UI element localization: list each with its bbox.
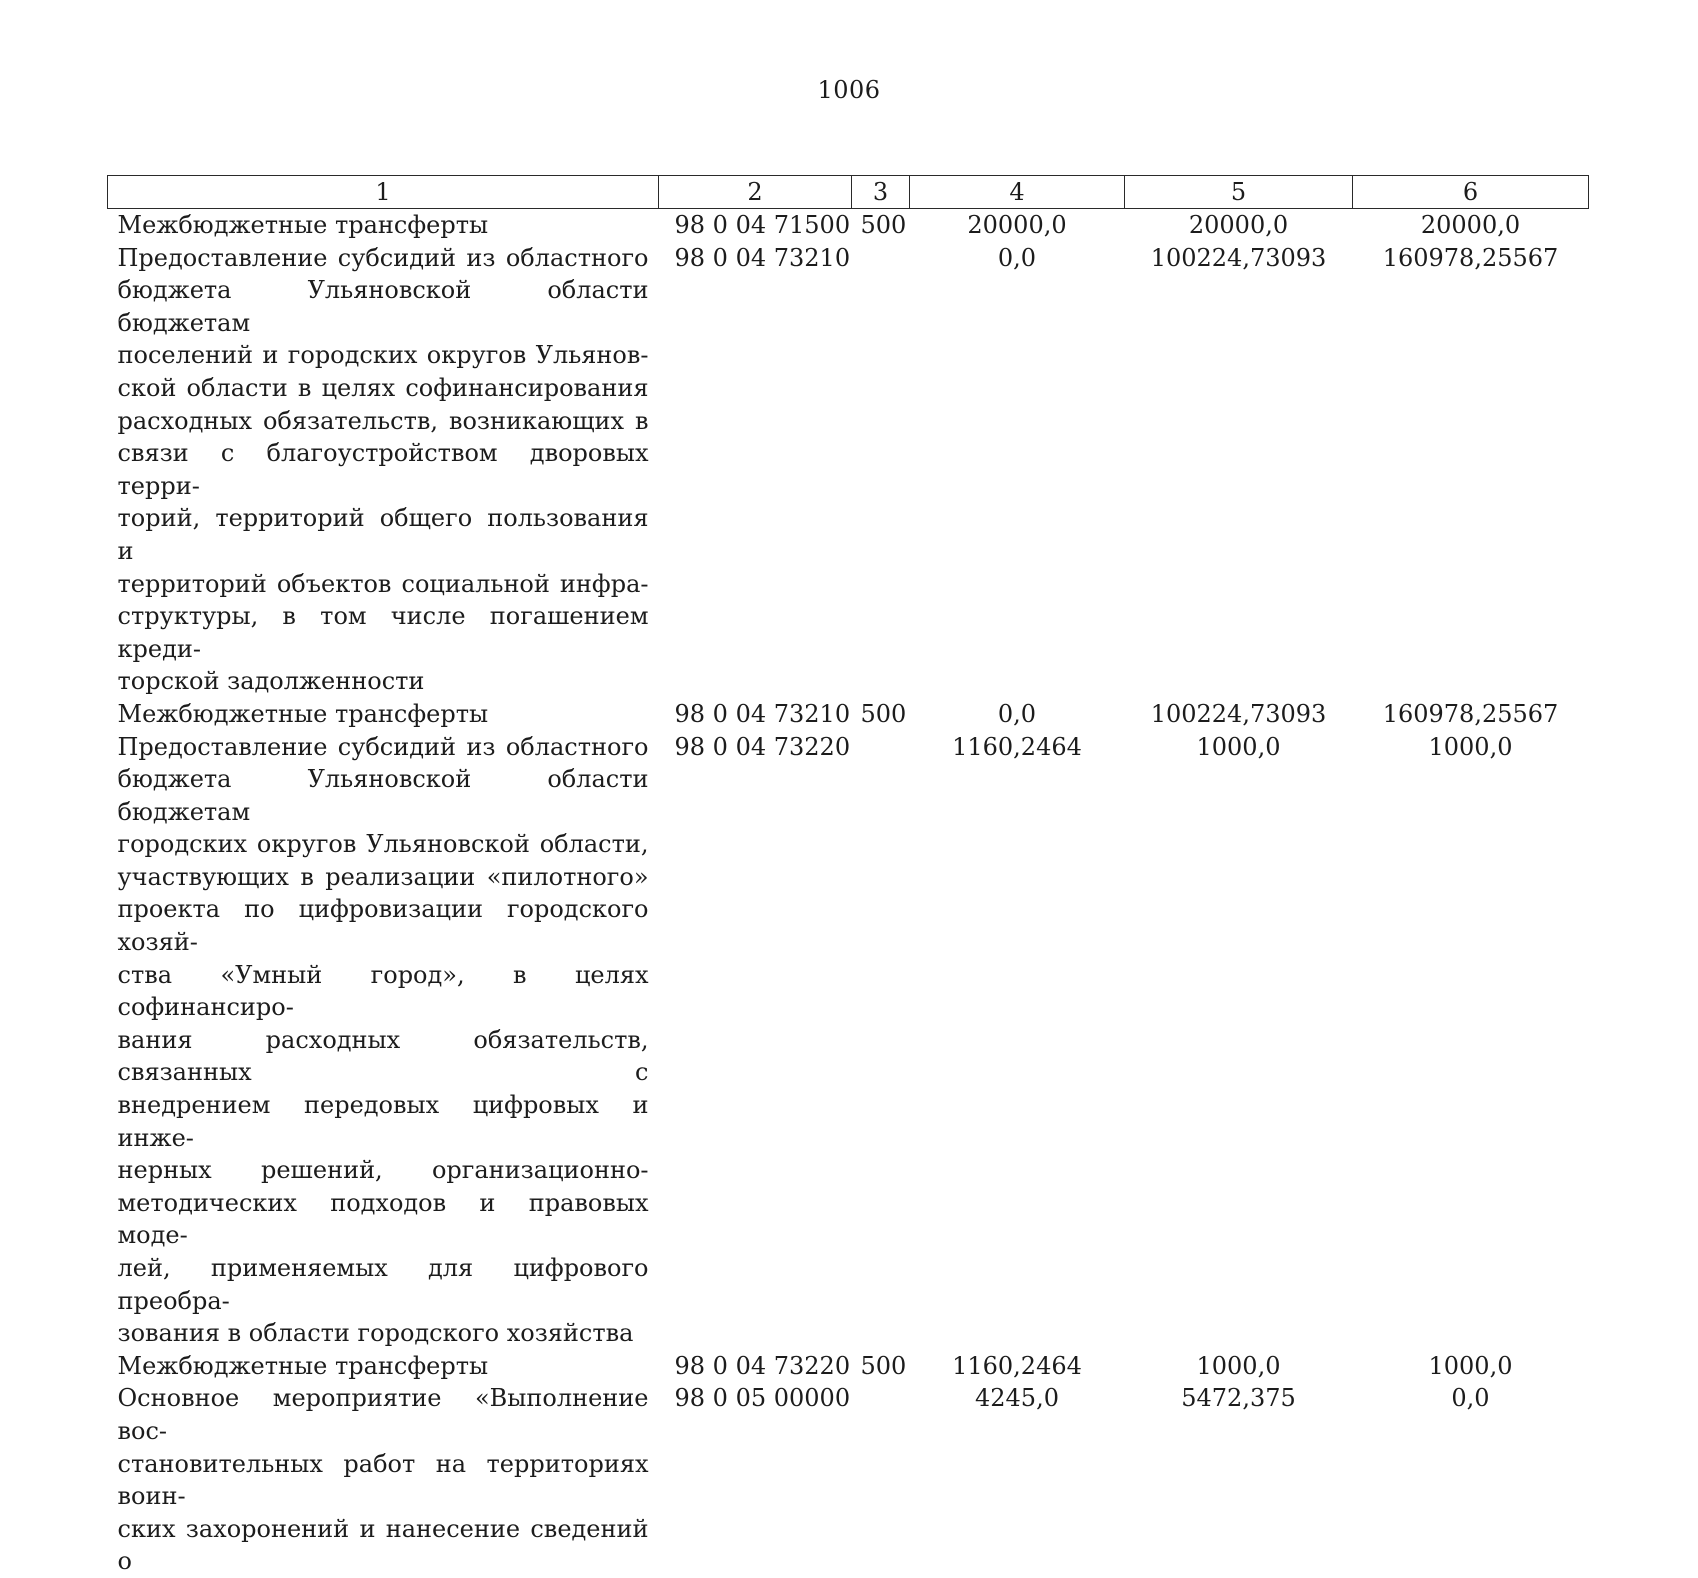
row-name-line: расходных обязательств, возникающих в <box>117 406 649 435</box>
row-name-cell <box>108 1382 659 1578</box>
row-name-line: становительных работ на территориях воин- <box>117 1449 649 1511</box>
row-value-col6: 1000,0 <box>1428 732 1513 761</box>
row-name-cell <box>108 209 659 242</box>
row-vr-cell <box>852 731 910 1350</box>
row-value-col5: 100224,73093 <box>1150 699 1327 728</box>
header-col-5: 5 <box>1125 176 1353 209</box>
row-value-col4: 20000,0 <box>967 211 1067 239</box>
row-name-line: ской области в целях софинансирования <box>117 373 649 402</box>
row-value-col5: 100224,73093 <box>1150 243 1327 272</box>
row-name-line: внедрением передовых цифровых и инже- <box>117 1091 649 1152</box>
row-name-line: вания расходных обязательств, связанных с <box>117 1025 649 1087</box>
table-body <box>108 209 1589 1578</box>
row-value-col4: 0,0 <box>997 699 1037 728</box>
row-name-line: Межбюджетные трансферты <box>117 211 489 239</box>
row-value-col6: 160978,25567 <box>1382 243 1559 272</box>
table-header <box>108 176 1589 209</box>
row-vr-cell <box>852 242 910 698</box>
row-name-line: территорий объектов социальной инфра- <box>117 569 649 598</box>
row-vr-cell: 500 <box>860 211 907 239</box>
row-value-col4: 4245,0 <box>975 1384 1059 1413</box>
row-value-col5: 5472,375 <box>1181 1384 1296 1413</box>
table-row <box>108 731 1589 1350</box>
row-value-col5: 1000,0 <box>1196 1351 1281 1380</box>
row-value-col6: 20000,0 <box>1420 211 1521 239</box>
row-value-col4: 1160,2464 <box>952 732 1082 761</box>
page-number: 1006 <box>817 76 881 104</box>
row-vr-cell: 500 <box>860 699 907 728</box>
row-name-cell <box>108 731 659 1350</box>
header-col-6: 6 <box>1353 176 1589 209</box>
row-name-cell <box>108 698 659 731</box>
header-col-2: 2 <box>659 176 852 209</box>
row-code-cell: 98 0 04 71500 <box>674 211 851 239</box>
row-name-line: поселений и городских округов Ульянов- <box>117 341 649 370</box>
header-col-1: 1 <box>108 176 659 209</box>
row-name-line: ства «Умный город», в целях софинансиро- <box>117 960 649 1022</box>
row-name-line: торской задолженности <box>117 667 425 696</box>
row-name-line: Предоставление субсидий из областного <box>117 243 649 272</box>
row-code-cell: 98 0 04 73220 <box>674 1351 851 1380</box>
table-row <box>108 698 1589 731</box>
row-name-cell <box>108 242 659 698</box>
row-value-col6: 1000,0 <box>1428 1351 1513 1380</box>
budget-table <box>107 175 1589 1578</box>
row-name-line: Основное мероприятие «Выполнение вос- <box>117 1384 649 1445</box>
row-value-col5: 20000,0 <box>1188 211 1289 239</box>
row-code-cell: 98 0 04 73210 <box>674 243 851 272</box>
row-name-line: городских округов Ульяновской области, <box>117 830 649 859</box>
row-name-line: нерных решений, организационно- <box>117 1156 649 1185</box>
row-vr-cell: 500 <box>860 1351 907 1380</box>
row-code-cell: 98 0 04 73220 <box>674 732 851 761</box>
row-name-line: участвующих в реализации «пилотного» <box>117 862 649 891</box>
row-name-line: Межбюджетные трансферты <box>117 699 489 728</box>
row-code-cell: 98 0 05 00000 <box>674 1384 851 1413</box>
row-name-line: проекта по цифровизации городского хозяй- <box>117 895 649 957</box>
row-name-line: бюджета Ульяновской области бюджетам <box>117 765 649 826</box>
table-row <box>108 209 1589 242</box>
row-name-line: методических подходов и правовых моде- <box>117 1188 649 1250</box>
table-row <box>108 1350 1589 1383</box>
row-value-col6: 160978,25567 <box>1382 699 1559 728</box>
row-name-line: Предоставление субсидий из областного <box>117 732 649 761</box>
row-value-col4: 1160,2464 <box>952 1351 1082 1380</box>
row-name-line: лей, применяемых для цифрового преобра- <box>117 1254 649 1315</box>
row-value-col6: 0,0 <box>1451 1384 1490 1413</box>
row-name-cell <box>108 1350 659 1383</box>
table-row <box>108 242 1589 698</box>
row-name-line: ских захоронений и нанесение сведений о <box>117 1514 649 1576</box>
row-name-line: структуры, в том числе погашением креди- <box>117 602 649 663</box>
row-name-line: зования в области городского хозяйства <box>117 1319 634 1348</box>
row-value-col4: 0,0 <box>997 243 1037 272</box>
row-name-line: торий, территорий общего пользования и <box>117 504 649 565</box>
row-value-col5: 1000,0 <box>1196 732 1281 761</box>
header-col-3: 3 <box>852 176 910 209</box>
row-vr-cell <box>852 1382 910 1578</box>
row-code-cell: 98 0 04 73210 <box>674 699 851 728</box>
row-name-line: бюджета Ульяновской области бюджетам <box>117 276 649 337</box>
table-row <box>108 1382 1589 1578</box>
row-name-line: связи с благоустройством дворовых терри- <box>117 439 649 500</box>
header-col-4: 4 <box>910 176 1125 209</box>
row-name-line: Межбюджетные трансферты <box>117 1351 489 1380</box>
